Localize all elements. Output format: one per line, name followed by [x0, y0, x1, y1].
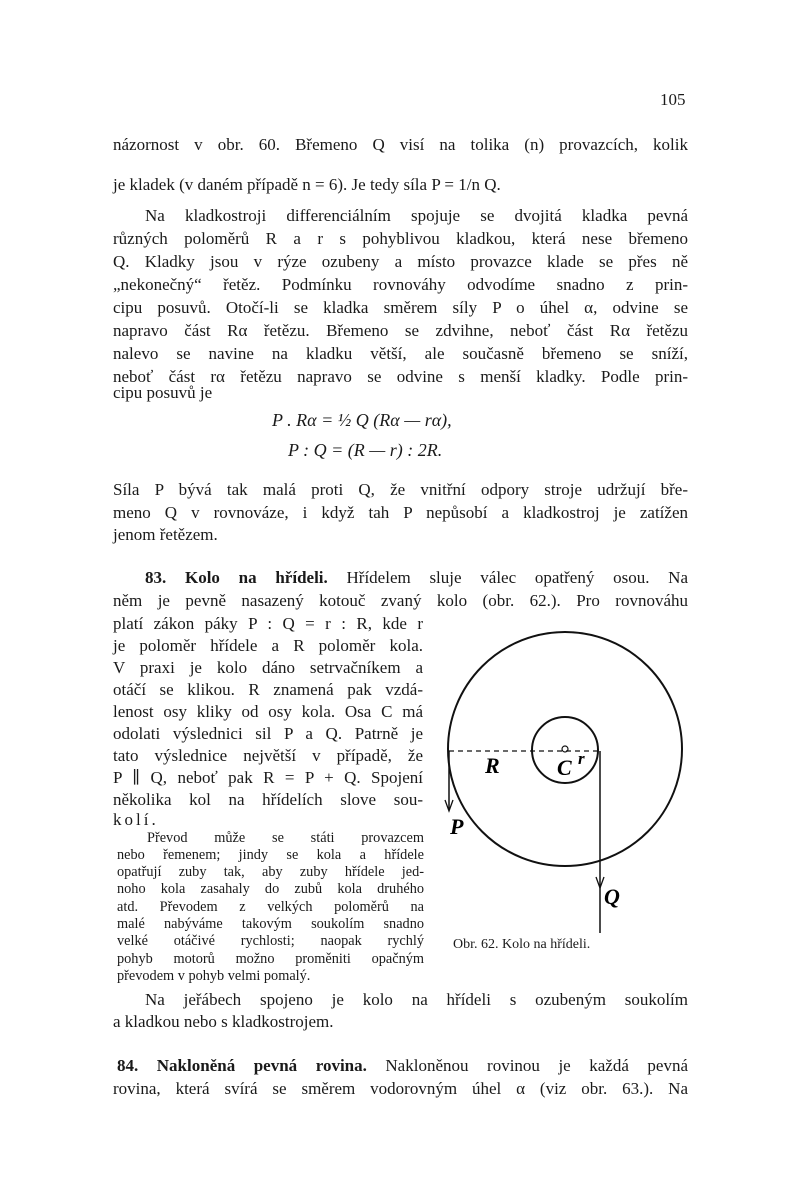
- equation: P : Q = (R — r) : 2R.: [288, 440, 443, 460]
- label-C: C: [557, 755, 572, 780]
- small-print-line: nebo řemenem; jindy se kola a hřídele: [117, 847, 424, 863]
- text-line: meno Q v rovnováze, i když tah P nepůsobí a kladkostroj je zatížen: [113, 503, 688, 522]
- small-print-line: pohyb motorů možno proměniti opačným: [117, 951, 424, 967]
- text-line: různých poloměrů R a r s pohyblivou kladkou, která nese břemeno: [113, 229, 688, 248]
- text-line: neboť část rα řetězu napravo se odvine s menší kladky. Podle prin-: [113, 367, 688, 386]
- text-line: rovina, která svírá se směrem vodorovným úhel α (viz obr. 63.). Na: [113, 1079, 688, 1098]
- text-line: a kladkou nebo s kladkostrojem.: [113, 1012, 334, 1031]
- text-line: Na kladkostroji differenciálním spojuje se dvojitá kladka pevná: [145, 206, 688, 225]
- label-R: R: [485, 753, 500, 778]
- small-print-line: atd. Převodem z velkých poloměrů na: [117, 899, 424, 915]
- text-line: odolati výslednici sil P a Q. Patrně je: [113, 724, 423, 743]
- label-Q: Q: [604, 884, 620, 909]
- text-line: „nekonečný“ řetěz. Podmínku rovnováhy odvodíme snadno z prin-: [113, 275, 688, 294]
- center-point: [562, 746, 568, 752]
- page-number: 105: [660, 90, 686, 109]
- section-heading: 83. Kolo na hřídeli.: [145, 568, 328, 587]
- text-line: několika kol na hřídelích slove sou-: [113, 790, 423, 809]
- text-line: kolí.: [113, 810, 159, 829]
- text-line: Q. Kladky jsou v rýze ozubeny a místo provazce klade se přes ně: [113, 252, 688, 271]
- wheel-circle: [448, 632, 682, 866]
- text-line: lenost osy kliky od osy kola. Osa C má: [113, 702, 423, 721]
- small-print-line: malé nabýváme takovým soukolím snadno: [117, 916, 424, 932]
- text-line: Na jeřábech spojeno je kolo na hřídeli s ozubeným soukolím: [145, 990, 688, 1009]
- figure-caption: Obr. 62. Kolo na hřídeli.: [453, 937, 591, 952]
- text-line: je kladek (v daném případě n = 6). Je tedy síla P = 1/n Q.: [113, 175, 501, 194]
- label-r: r: [578, 749, 585, 768]
- text: Nakloněnou rovinou je každá pevná: [385, 1056, 688, 1075]
- text-line: nalevo se navine na kladku větší, ale současně břemeno se sníží,: [113, 344, 688, 363]
- text-line: Síla P bývá tak malá proti Q, že vnitřní odpory stroje udržují bře-: [113, 480, 688, 499]
- text-line: cipu posuvů je: [113, 383, 213, 402]
- equation: P . Rα = ½ Q (Rα — rα),: [272, 410, 452, 430]
- small-print-line: opatřují zuby tak, aby zuby hřídele jed-: [117, 864, 424, 880]
- text-line: jenom řetězem.: [113, 525, 218, 544]
- text: Hřídelem sluje válec opatřený osou. Na: [346, 568, 689, 587]
- text-line: je poloměr hřídele a R poloměr kola.: [113, 636, 423, 655]
- small-print-line: noho kola zasahaly do zubů kola druhého: [117, 881, 424, 897]
- text-line: otáčí se klikou. R znamená pak vzdá-: [113, 680, 423, 699]
- text-line: názornost v obr. 60. Břemeno Q visí na tolika (n) provazcích, kolik: [113, 135, 688, 154]
- text-line: tato výslednice největší v případě, že: [113, 746, 423, 765]
- label-P: P: [450, 814, 464, 839]
- text-line: cipu posuvů. Otočí-li se kladka směrem síly P o úhel α, odvine se: [113, 298, 688, 317]
- small-print-line: velké otáčivé rychlosti; naopak rychlý: [117, 933, 424, 949]
- text-line: něm je pevně nasazený kotouč zvaný kolo (obr. 62.). Pro rovnováhu: [113, 591, 688, 610]
- section-heading: 84. Nakloněná pevná rovina.: [117, 1056, 367, 1075]
- small-print-line: Převod může se státi provazcem: [147, 830, 424, 846]
- text-line: V praxi je kolo dáno setrvačníkem a: [113, 658, 423, 677]
- text-line: napravo část Rα řetězu. Břemeno se zdvihne, neboť část Rα řetězu: [113, 321, 688, 340]
- text-line: platí zákon páky P : Q = r : R, kde r: [113, 614, 423, 633]
- text-line: P ∥ Q, neboť pak R = P + Q. Spojení: [113, 768, 423, 787]
- small-print-line: převodem v pohyb velmi pomalý.: [117, 968, 311, 984]
